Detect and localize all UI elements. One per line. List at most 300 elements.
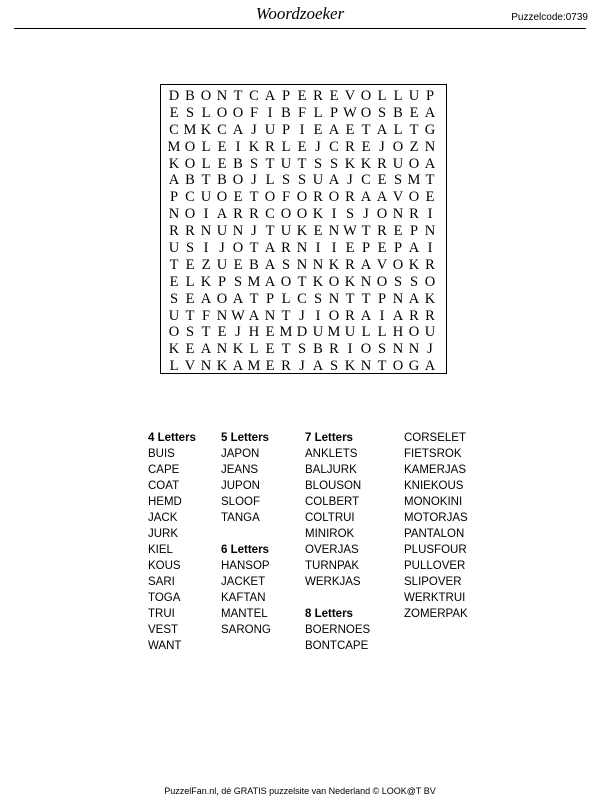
grid-letter: C [249, 88, 259, 104]
grid-letter: N [408, 341, 420, 358]
grid-letter: R [377, 223, 387, 240]
grid-letter: T [345, 290, 355, 307]
grid-letter: C [329, 138, 339, 155]
word-list-item: WERKTRUI [404, 592, 466, 604]
grid-letter: R [345, 307, 355, 324]
grid-letter: K [216, 358, 228, 375]
word-length-header: 6 Letters [221, 544, 269, 556]
grid-letter: F [281, 189, 291, 206]
grid-letter: O [408, 324, 420, 341]
grid-letter: B [217, 172, 227, 189]
grid-letter: O [232, 240, 244, 257]
grid-letter: N [232, 223, 244, 240]
grid-letter: E [377, 172, 387, 189]
grid-letter: P [361, 240, 371, 257]
word-list-item: MOTORJAS [404, 512, 468, 524]
grid-letter: T [201, 172, 211, 189]
grid-letter: O [408, 189, 420, 206]
word-list-item: MANTEL [221, 608, 268, 620]
grid-letter: T [297, 155, 307, 172]
grid-letter: A [360, 307, 372, 324]
word-list-item: SARONG [221, 624, 271, 636]
grid-letter: P [377, 290, 387, 307]
grid-letter: P [409, 223, 419, 240]
grid-letter: R [345, 138, 355, 155]
grid-letter: S [185, 104, 195, 121]
grid-letter: T [297, 273, 307, 290]
grid-letter: O [392, 138, 404, 155]
grid-letter: S [185, 324, 195, 341]
grid-letter: U [168, 307, 180, 324]
grid-letter: L [201, 155, 211, 172]
grid-letter: O [328, 307, 340, 324]
grid-letter: A [328, 172, 340, 189]
grid-letter: W [343, 104, 357, 121]
grid-letter: S [281, 172, 291, 189]
word-list-item: HANSOP [221, 560, 270, 572]
grid-letter: P [217, 273, 227, 290]
grid-letter: I [379, 307, 385, 324]
grid-letter: J [427, 341, 433, 358]
puzzle-code: Puzzelcode:0739 [511, 12, 588, 23]
grid-letter: M [167, 138, 181, 155]
grid-letter: B [185, 88, 195, 104]
grid-letter: M [247, 273, 261, 290]
word-search-grid-frame [160, 84, 447, 374]
grid-letter: A [264, 240, 276, 257]
grid-letter: T [265, 223, 275, 240]
grid-letter: O [232, 104, 244, 121]
grid-letter: G [424, 121, 436, 138]
grid-letter: A [168, 172, 180, 189]
grid-letter: C [265, 206, 275, 223]
grid-letter: V [344, 88, 356, 104]
grid-letter: K [312, 206, 324, 223]
grid-letter: U [344, 324, 356, 341]
grid-letter: S [297, 341, 307, 358]
grid-letter: K [344, 155, 356, 172]
grid-letter: S [281, 256, 291, 273]
grid-letter: K [408, 256, 420, 273]
word-list-item: JURK [148, 528, 179, 540]
word-list-column-4 [404, 430, 468, 622]
grid-letter: R [377, 155, 387, 172]
grid-letter: I [331, 240, 337, 257]
grid-letter: N [392, 290, 404, 307]
grid-letter: R [329, 341, 339, 358]
grid-letter: R [313, 88, 323, 104]
grid-letter: I [299, 121, 305, 138]
grid-letter: R [233, 206, 243, 223]
word-search-grid [166, 88, 438, 375]
grid-letter: O [360, 104, 372, 121]
grid-letter: F [201, 307, 211, 324]
grid-letter: S [169, 290, 179, 307]
grid-letter: N [392, 206, 404, 223]
grid-letter: T [361, 223, 371, 240]
grid-letter: L [281, 290, 291, 307]
grid-letter: U [216, 256, 228, 273]
grid-letter: A [264, 256, 276, 273]
grid-letter: O [296, 206, 308, 223]
grid-letter: A [408, 240, 420, 257]
grid-letter: N [312, 256, 324, 273]
word-list-item: TANGA [221, 512, 260, 524]
grid-letter: N [360, 273, 372, 290]
grid-letter: K [248, 138, 260, 155]
grid-letter: O [184, 138, 196, 155]
grid-letter: E [393, 223, 403, 240]
grid-letter: E [169, 104, 179, 121]
grid-letter: U [392, 155, 404, 172]
grid-letter: N [264, 307, 276, 324]
grid-letter: C [217, 121, 227, 138]
grid-letter: K [168, 341, 180, 358]
grid-letter: S [313, 155, 323, 172]
grid-letter: B [393, 104, 403, 121]
word-list-item: KAFTAN [221, 592, 266, 604]
list-spacer [221, 526, 271, 542]
grid-letter: J [315, 138, 321, 155]
grid-letter: E [313, 121, 323, 138]
grid-letter: M [327, 324, 341, 341]
grid-letter: A [200, 341, 212, 358]
word-list-column-3 [305, 430, 370, 654]
grid-letter: K [328, 256, 340, 273]
grid-letter: U [168, 240, 180, 257]
grid-letter: J [235, 324, 241, 341]
grid-letter: J [251, 223, 257, 240]
grid-letter: J [363, 206, 369, 223]
grid-letter: Z [201, 256, 211, 273]
word-list-item: FIETSROK [404, 448, 462, 460]
grid-letter: U [264, 121, 276, 138]
grid-letter: O [424, 273, 436, 290]
word-list-item: JEANS [221, 464, 259, 476]
grid-letter: S [233, 273, 243, 290]
grid-letter: N [296, 256, 308, 273]
grid-letter: L [281, 138, 291, 155]
grid-letter: V [184, 358, 196, 375]
grid-letter: P [329, 104, 339, 121]
grid-letter: U [312, 172, 324, 189]
word-list-item: KAMERJAS [404, 464, 466, 476]
word-list-item: COLTRUI [305, 512, 355, 524]
grid-letter: A [424, 358, 436, 375]
grid-letter: H [248, 324, 260, 341]
grid-letter: S [393, 172, 403, 189]
word-list-column-2 [221, 430, 271, 638]
footer-credit: PuzzelFan.nl, dé GRATIS puzzelsite van Nederland © LOOK@T BV [164, 786, 436, 796]
grid-letter: A [248, 307, 260, 324]
grid-letter: A [312, 358, 324, 375]
grid-letter: T [425, 172, 435, 189]
grid-letter: O [360, 88, 372, 104]
grid-letter: O [280, 206, 292, 223]
grid-letter: T [169, 256, 179, 273]
grid-letter: J [251, 121, 257, 138]
grid-letter: O [392, 358, 404, 375]
word-list-item: ZOMERPAK [404, 608, 468, 620]
grid-letter: E [377, 240, 387, 257]
grid-letter: I [315, 240, 321, 257]
grid-letter: L [265, 172, 275, 189]
grid-letter: L [393, 88, 403, 104]
grid-letter: R [281, 240, 291, 257]
grid-letter: M [247, 358, 261, 375]
grid-letter: J [251, 172, 257, 189]
word-list-item: COAT [148, 480, 180, 492]
word-list-item: CAPE [148, 464, 180, 476]
grid-letter: C [297, 290, 307, 307]
grid-letter: I [427, 240, 433, 257]
word-list-item: BOERNOES [305, 624, 371, 636]
word-list-item: ANKLETS [305, 448, 358, 460]
grid-letter: E [169, 273, 179, 290]
grid-letter: N [296, 240, 308, 257]
grid-letter: O [200, 88, 212, 104]
page-title: Woordzoeker [255, 4, 345, 23]
grid-letter: N [216, 88, 228, 104]
grid-letter: A [424, 104, 436, 121]
grid-letter: I [347, 341, 353, 358]
grid-letter: E [217, 138, 227, 155]
grid-letter: R [425, 256, 435, 273]
word-list-item: BUIS [148, 448, 175, 460]
grid-letter: E [297, 88, 307, 104]
grid-letter: T [409, 121, 419, 138]
grid-letter: T [249, 240, 259, 257]
grid-letter: O [408, 155, 420, 172]
grid-letter: N [424, 138, 436, 155]
grid-letter: C [169, 121, 179, 138]
grid-letter: Z [409, 138, 419, 155]
grid-letter: U [312, 324, 324, 341]
grid-letter: E [361, 138, 371, 155]
grid-letter: T [249, 290, 259, 307]
word-list-item: SLOOF [221, 496, 260, 508]
grid-letter: P [425, 88, 435, 104]
grid-letter: N [392, 341, 404, 358]
grid-letter: K [200, 273, 212, 290]
grid-letter: S [329, 358, 339, 375]
grid-letter: T [233, 88, 243, 104]
word-list-item: MONOKINI [404, 496, 463, 508]
grid-letter: L [377, 324, 387, 341]
word-list-item: MINIROK [305, 528, 355, 540]
grid-letter: D [168, 88, 180, 104]
grid-letter: E [265, 324, 275, 341]
grid-letter: V [376, 256, 388, 273]
word-length-header: 5 Letters [221, 432, 269, 444]
word-list-item: PANTALON [404, 528, 465, 540]
word-list-item: TURNPAK [305, 560, 360, 572]
grid-letter: U [280, 155, 292, 172]
word-list-item: HEMD [148, 496, 182, 508]
grid-letter: A [360, 256, 372, 273]
word-list-item: KOUS [148, 560, 181, 572]
word-list-column-1 [148, 430, 196, 654]
word-list-item: COLBERT [305, 496, 360, 508]
word-list-item: KIEL [148, 544, 173, 556]
grid-letter: E [217, 155, 227, 172]
grid-letter: N [168, 206, 180, 223]
word-length-header: 7 Letters [305, 432, 353, 444]
word-list-item: VEST [148, 624, 179, 636]
word-length-header: 8 Letters [305, 608, 353, 620]
grid-letter: R [345, 189, 355, 206]
grid-letter: E [313, 223, 323, 240]
grid-letter: P [281, 88, 291, 104]
grid-letter: L [377, 88, 387, 104]
grid-letter: A [328, 121, 340, 138]
grid-letter: B [185, 172, 195, 189]
grid-letter: W [231, 307, 245, 324]
grid-letter: S [409, 273, 419, 290]
grid-letter: N [328, 290, 340, 307]
grid-letter: A [408, 290, 420, 307]
word-list-item: SARI [148, 576, 175, 588]
grid-letter: C [361, 172, 371, 189]
grid-letter: K [344, 358, 356, 375]
grid-letter: R [313, 189, 323, 206]
grid-letter: E [265, 358, 275, 375]
grid-letter: A [200, 290, 212, 307]
word-list-item: WANT [148, 640, 182, 652]
grid-letter: U [216, 223, 228, 240]
grid-letter: I [235, 138, 241, 155]
grid-letter: S [329, 155, 339, 172]
grid-letter: D [296, 324, 308, 341]
word-list-item: JAPON [221, 448, 260, 460]
grid-letter: E [233, 256, 243, 273]
word-list-item: BALJURK [305, 464, 357, 476]
grid-letter: R [409, 206, 419, 223]
grid-letter: K [296, 223, 308, 240]
grid-letter: I [203, 240, 209, 257]
grid-letter: K [200, 121, 212, 138]
grid-letter: N [216, 341, 228, 358]
grid-letter: I [315, 307, 321, 324]
grid-letter: J [299, 358, 305, 375]
grid-letter: O [232, 172, 244, 189]
grid-letter: A [392, 307, 404, 324]
grid-letter: T [201, 324, 211, 341]
word-list-item: BONTCAPE [305, 640, 369, 652]
grid-letter: U [424, 324, 436, 341]
grid-letter: R [249, 206, 259, 223]
grid-letter: O [184, 155, 196, 172]
grid-letter: F [297, 104, 307, 121]
grid-letter: H [392, 324, 404, 341]
grid-letter: I [267, 104, 273, 121]
grid-letter: O [376, 273, 388, 290]
grid-letter: R [265, 138, 275, 155]
grid-letter: S [185, 240, 195, 257]
grid-letter: R [345, 256, 355, 273]
grid-letter: E [217, 324, 227, 341]
grid-letter: P [169, 189, 179, 206]
grid-letter: T [265, 155, 275, 172]
grid-letter: T [249, 189, 259, 206]
grid-letter: K [232, 341, 244, 358]
grid-letter: A [376, 189, 388, 206]
grid-letter: U [200, 189, 212, 206]
grid-letter: S [377, 341, 387, 358]
grid-letter: N [216, 307, 228, 324]
grid-letter: S [377, 104, 387, 121]
grid-letter: O [168, 324, 180, 341]
word-list-item: CORSELET [404, 432, 466, 444]
grid-letter: A [360, 189, 372, 206]
grid-letter: L [313, 104, 323, 121]
grid-letter: L [361, 324, 371, 341]
grid-letter: E [185, 290, 195, 307]
grid-letter: P [393, 240, 403, 257]
word-list-item: JUPON [221, 480, 260, 492]
grid-letter: E [425, 189, 435, 206]
grid-letter: G [408, 358, 420, 375]
grid-letter: N [360, 358, 372, 375]
grid-letter: L [393, 121, 403, 138]
grid-letter: K [360, 155, 372, 172]
list-spacer [305, 590, 370, 606]
grid-letter: O [184, 206, 196, 223]
grid-letter: O [392, 256, 404, 273]
word-list-item: WERKJAS [305, 576, 361, 588]
grid-letter: P [265, 290, 275, 307]
grid-letter: E [329, 88, 339, 104]
grid-letter: E [233, 189, 243, 206]
word-list-item: PULLOVER [404, 560, 466, 572]
grid-letter: T [361, 290, 371, 307]
grid-letter: E [297, 138, 307, 155]
grid-letter: R [425, 307, 435, 324]
grid-letter: B [249, 256, 259, 273]
word-list-item: JACK [148, 512, 178, 524]
grid-letter: T [377, 358, 387, 375]
grid-letter: A [232, 121, 244, 138]
grid-letter: S [313, 290, 323, 307]
grid-letter: T [185, 307, 195, 324]
grid-letter: R [185, 223, 195, 240]
word-list-item: JACKET [221, 576, 266, 588]
grid-letter: W [343, 223, 357, 240]
word-list-item: SLIPOVER [404, 576, 462, 588]
grid-letter: L [185, 273, 195, 290]
grid-letter: E [409, 104, 419, 121]
grid-letter: E [185, 341, 195, 358]
grid-letter: J [299, 307, 305, 324]
grid-letter: N [424, 223, 436, 240]
grid-letter: S [345, 206, 355, 223]
grid-letter: R [281, 358, 291, 375]
grid-letter: O [216, 189, 228, 206]
word-list-item: KNIEKOUS [404, 480, 464, 492]
grid-letter: I [427, 206, 433, 223]
grid-letter: O [328, 273, 340, 290]
grid-letter: L [169, 358, 179, 375]
grid-letter: O [360, 341, 372, 358]
grid-letter: O [296, 189, 308, 206]
word-list-item: TOGA [148, 592, 181, 604]
grid-letter: O [280, 273, 292, 290]
grid-letter: M [183, 121, 197, 138]
grid-letter: S [393, 273, 403, 290]
grid-letter: O [216, 104, 228, 121]
grid-letter: E [265, 341, 275, 358]
grid-letter: O [216, 290, 228, 307]
